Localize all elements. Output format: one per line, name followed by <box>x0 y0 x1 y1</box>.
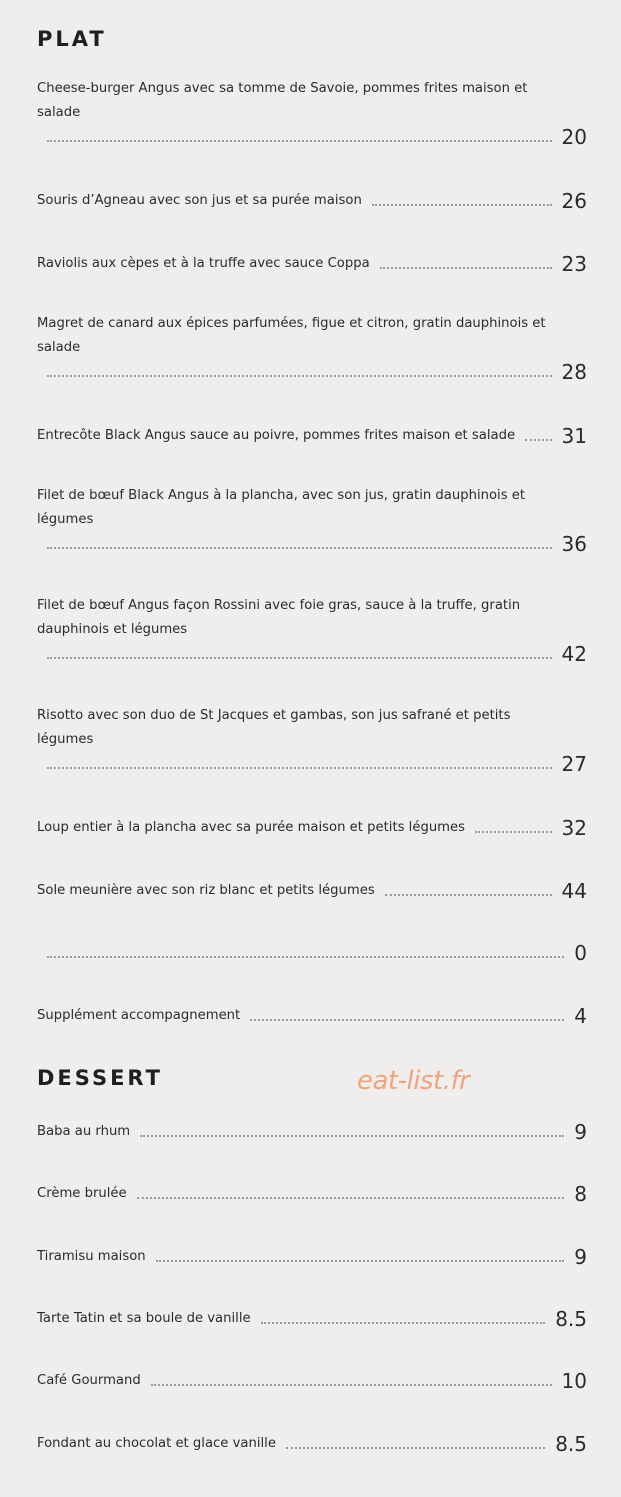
dot-leader <box>140 1135 564 1137</box>
dot-leader <box>156 1260 565 1262</box>
dot-leader <box>261 1322 546 1324</box>
menu-item-price: 8 <box>574 1182 587 1206</box>
dot-leader <box>250 1019 564 1021</box>
menu-item-price: 42 <box>561 642 587 666</box>
menu-item-price: 8.5 <box>555 1432 587 1456</box>
menu-item-price: 8.5 <box>555 1307 587 1331</box>
menu-item-price: 27 <box>561 752 587 776</box>
menu-item-name: Raviolis aux cèpes et à la truffe avec sauce Coppa <box>37 256 370 271</box>
section-title-dessert: DESSERT <box>37 1066 163 1090</box>
dot-leader <box>151 1384 552 1386</box>
menu-item-name: Supplément accompagnement <box>37 1008 241 1023</box>
menu-item-price: 4 <box>574 1004 587 1028</box>
menu-item-price: 23 <box>561 252 587 276</box>
menu-item-price: 9 <box>574 1245 587 1269</box>
menu-item <box>37 1307 587 1331</box>
menu-item-name: Filet de bœuf Black Angus à la plancha, avec son jus, gratin dauphinois et légumes <box>37 488 526 527</box>
watermark-logo: eat-list.fr <box>357 1066 470 1096</box>
menu-item-name: Cheese-burger Angus avec sa tomme de Savoie, pommes frites maison et salade <box>37 81 528 120</box>
menu-item <box>37 594 587 666</box>
dot-leader <box>380 267 552 269</box>
menu-item-name: Souris d’Agneau avec son jus et sa purée maison <box>37 193 362 208</box>
menu-item-price: 10 <box>561 1369 587 1393</box>
dot-leader <box>47 375 552 377</box>
menu-item-name: Tarte Tatin et sa boule de vanille <box>37 1311 251 1326</box>
menu-item <box>37 941 587 965</box>
menu-item <box>37 704 587 776</box>
menu-item-price: 0 <box>574 941 587 965</box>
menu-item <box>37 1245 587 1269</box>
menu-item-price: 36 <box>561 532 587 556</box>
dot-leader <box>286 1447 545 1449</box>
menu-item-price: 26 <box>561 189 587 213</box>
menu-item-name: Tiramisu maison <box>37 1249 146 1264</box>
menu-item-name: Risotto avec son duo de St Jacques et gambas, son jus safrané et petits légumes <box>37 708 511 747</box>
menu-item <box>37 816 587 840</box>
dot-leader <box>137 1197 565 1199</box>
dot-leader <box>47 547 552 549</box>
dot-leader <box>475 831 552 833</box>
menu-item-price: 28 <box>561 360 587 384</box>
menu-item-price: 31 <box>561 424 587 448</box>
menu-item <box>37 1432 587 1456</box>
menu-item <box>37 1004 587 1028</box>
section-title-plat: PLAT <box>37 27 107 51</box>
dot-leader <box>372 204 552 206</box>
menu-item <box>37 312 587 384</box>
dot-leader <box>47 140 552 142</box>
menu-item <box>37 1369 587 1393</box>
menu-item-name: Magret de canard aux épices parfumées, figue et citron, gratin dauphinois et salade <box>37 316 546 355</box>
dot-leader <box>47 956 564 958</box>
menu-item <box>37 1120 587 1144</box>
menu-item-price: 44 <box>561 879 587 903</box>
dot-leader <box>47 657 552 659</box>
menu-item <box>37 189 587 213</box>
menu-item <box>37 879 587 903</box>
menu-item-name: Filet de bœuf Angus façon Rossini avec foie gras, sauce à la truffe, gratin dauphinois et légumes <box>37 598 521 637</box>
dot-leader <box>47 767 552 769</box>
menu-item <box>37 484 587 556</box>
menu-item <box>37 252 587 276</box>
menu-item-name: Entrecôte Black Angus sauce au poivre, pommes frites maison et salade <box>37 428 516 443</box>
menu-item-name: Café Gourmand <box>37 1373 141 1388</box>
menu-item <box>37 424 587 448</box>
menu-item <box>37 77 587 149</box>
menu-item-name: Baba au rhum <box>37 1124 131 1139</box>
menu-item-price: 20 <box>561 125 587 149</box>
menu-item-price: 9 <box>574 1120 587 1144</box>
menu-item-name: Sole meunière avec son riz blanc et petits légumes <box>37 883 375 898</box>
dot-leader <box>385 894 552 896</box>
menu-item-price: 32 <box>561 816 587 840</box>
menu-item <box>37 1182 587 1206</box>
menu-item-name: Fondant au chocolat et glace vanille <box>37 1436 276 1451</box>
dot-leader <box>525 439 551 441</box>
menu-item-name: Loup entier à la plancha avec sa purée maison et petits légumes <box>37 820 466 835</box>
menu-item-name: Crème brulée <box>37 1186 127 1201</box>
